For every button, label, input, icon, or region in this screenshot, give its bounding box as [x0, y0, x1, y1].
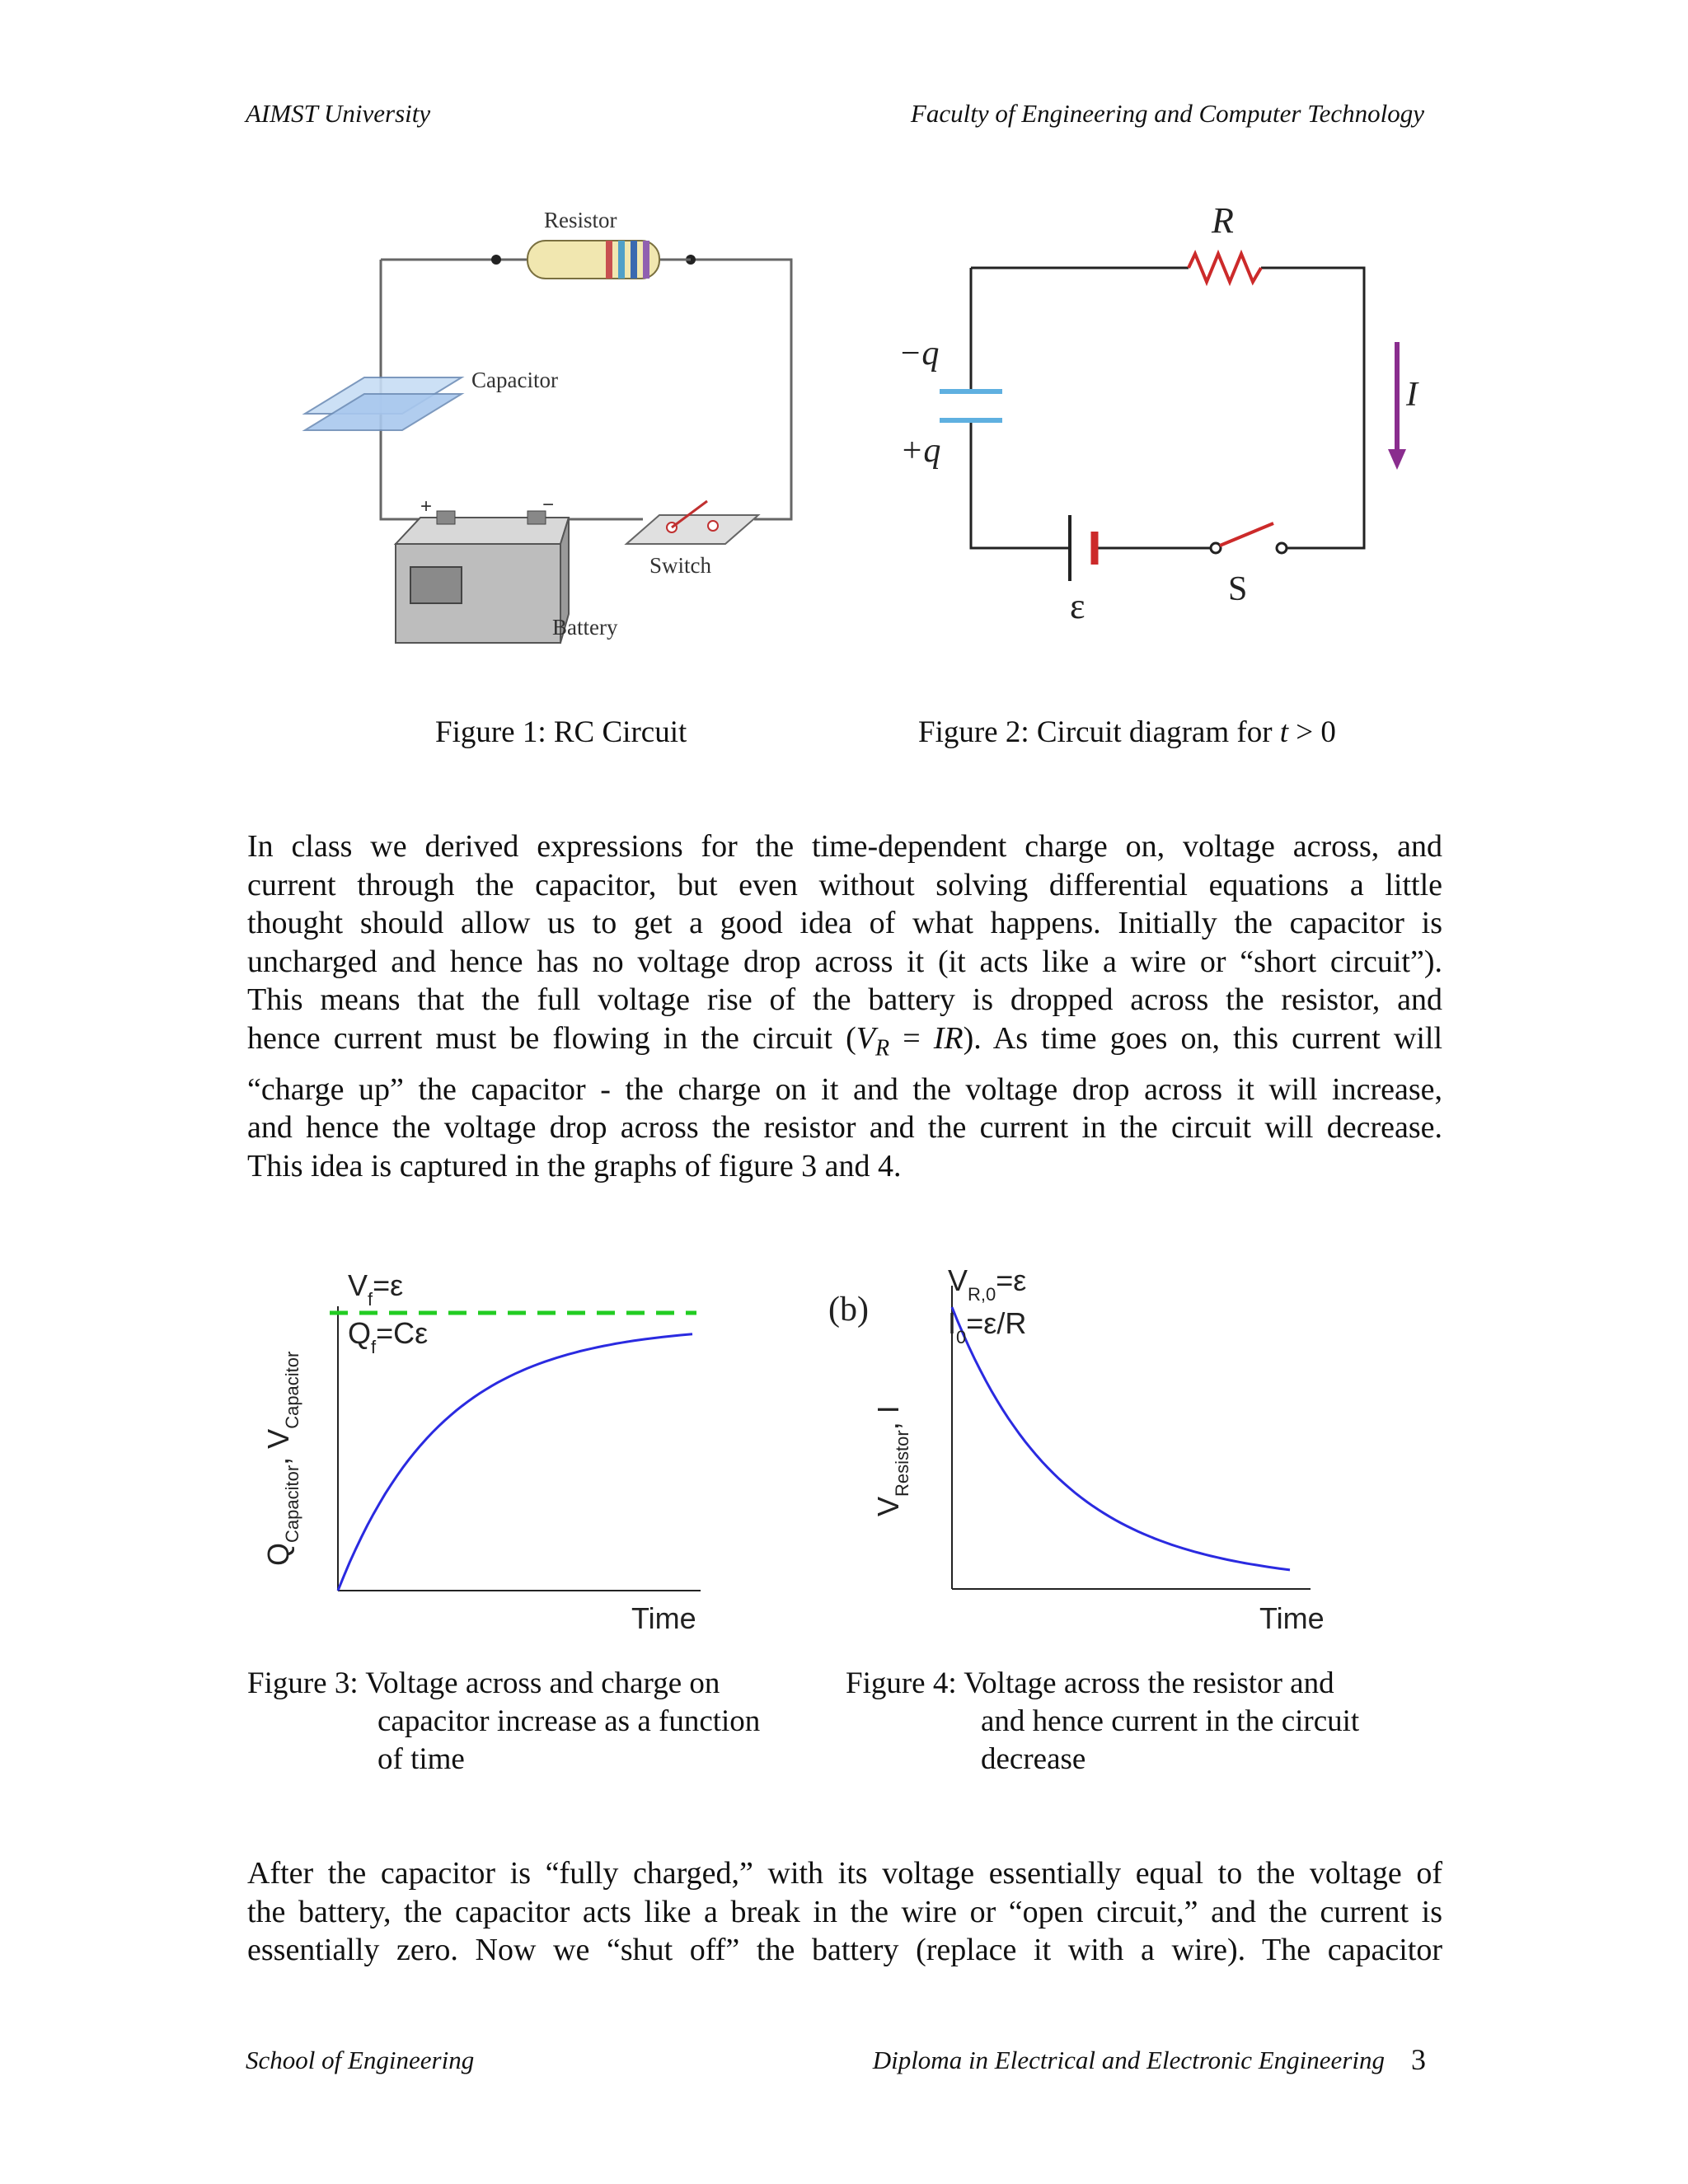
paragraph-2-line: essentially zero. Now we “shut off” the battery (replace it with a wire). The capacitor: [247, 1933, 1442, 1967]
battery-icon: [396, 511, 569, 643]
emf-label: ε: [1070, 586, 1085, 626]
header-right: Faculty of Engineering and Computer Technology: [910, 99, 1424, 128]
x-axis-label: Time: [631, 1601, 696, 1635]
paragraph-1-line: In class we derived expressions for the time-dependent charge on, voltage across, and: [247, 829, 1442, 864]
paragraph-1-line: uncharged and hence has no voltage drop across it (it acts like a wire or “short circuit”).: [247, 944, 1442, 979]
minus-q-label: −q: [898, 335, 940, 373]
resistor-r-label: R: [1212, 200, 1234, 241]
x-axis-label: Time: [1259, 1601, 1325, 1635]
capacitor-symbol: [940, 391, 1002, 420]
battery-plus-label: +: [420, 495, 433, 518]
header-left: AIMST University: [246, 99, 431, 128]
battery-minus-label: −: [542, 494, 555, 516]
battery-label: Battery: [552, 615, 618, 640]
footer-left: School of Engineering: [246, 2046, 475, 2074]
vr0-label: $V_{R,0}=\varepsilon$: [948, 1263, 1027, 1305]
paragraph-2-line: the battery, the capacitor acts like a break in the wire or “open circuit,” and the current is: [247, 1894, 1442, 1929]
footer-right: Diploma in Electrical and Electronic Engineering: [872, 2046, 1385, 2074]
figure-2-circuit-diagram: [865, 181, 1434, 643]
switch-label: Switch: [649, 553, 712, 578]
current-arrow-icon: [1388, 342, 1406, 470]
paragraph-1-line: current through the capacitor, but even without solving differential equations a little: [247, 867, 1442, 902]
battery-symbol: [1070, 515, 1095, 581]
figure-1-rc-circuit: [297, 198, 808, 659]
resistor-symbol: [1189, 254, 1261, 282]
qf-label: $Q_f=C\varepsilon$: [348, 1316, 429, 1357]
current-i-label: I: [1406, 376, 1418, 414]
paragraph-1-line: thought should allow us to get a good idea of what happens. Initially the capacitor is: [247, 906, 1442, 940]
capacitor-icon: [305, 377, 462, 430]
decay-curve: [952, 1307, 1290, 1570]
resistor-icon: [491, 241, 696, 279]
switch-icon: [626, 501, 758, 544]
paragraph-1-last-line: This idea is captured in the graphs of figure 3 and 4.: [247, 1148, 902, 1183]
figure-1-caption: Figure 1: RC Circuit: [435, 715, 687, 749]
figure-2-caption: Figure 2: Circuit diagram for t > 0: [918, 715, 1336, 749]
i0-label: $I_0=\varepsilon/R$: [948, 1306, 1027, 1347]
switch-s-label: S: [1228, 570, 1248, 608]
figure-4-resistor-graph: [824, 1261, 1352, 1648]
paragraph-2: [247, 1854, 1442, 1970]
figure-4-caption: Figure 4: Voltage across the resistor and and hence current in the circuit decrease: [846, 1666, 1360, 1776]
paragraph-1-line-formula: hence current must be flowing in the circuit $(V_R = IR)$. As time goes on, this current will: [247, 1020, 1442, 1062]
figure-3-charging-graph: [247, 1261, 717, 1648]
figure-3-caption: Figure 3: Voltage across and charge on capacitor increase as a function of time: [247, 1666, 761, 1776]
switch-symbol: [1211, 523, 1287, 553]
panel-b-label: (b): [828, 1291, 869, 1329]
resistor-label: Resistor: [544, 208, 617, 232]
capacitor-label: Capacitor: [471, 368, 558, 392]
paragraph-1-line: “charge up” the capacitor - the charge on it and the voltage drop across it will increase,: [247, 1071, 1442, 1107]
plus-q-label: +q: [900, 432, 941, 470]
charging-curve: [338, 1334, 692, 1591]
paragraph-1: [247, 827, 1442, 1185]
paragraph-1-line: and hence the voltage drop across the resistor and the current in the circuit will decrease.: [247, 1110, 1442, 1145]
page-number: 3: [1411, 2043, 1426, 2076]
paragraph-1-line: This means that the full voltage rise of the battery is dropped across the resistor, and: [247, 982, 1442, 1017]
wire-right: [691, 260, 791, 519]
y-axis-label: $Q_{Capacitor}$, $V_{Capacitor}$: [261, 1351, 302, 1566]
paragraph-2-line: After the capacitor is “fully charged,” with its voltage essentially equal to the voltage of: [247, 1856, 1442, 1891]
vf-label: $V_f=\varepsilon$: [348, 1268, 404, 1310]
y-axis-label: $V_{Resistor}$, I: [871, 1405, 912, 1516]
